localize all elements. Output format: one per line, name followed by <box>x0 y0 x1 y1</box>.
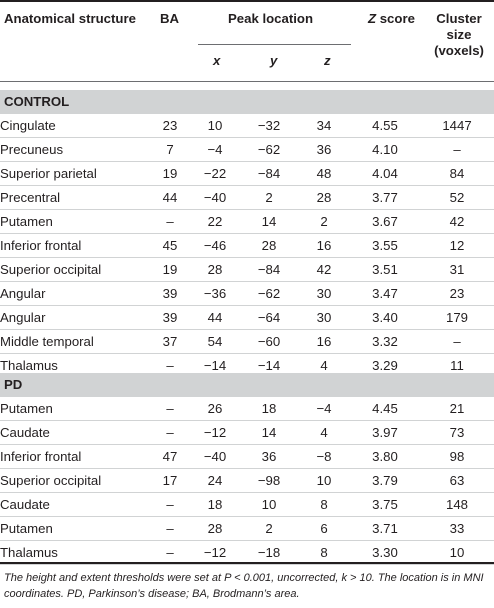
cell-structure: Thalamus <box>0 541 150 565</box>
table-row <box>0 258 494 282</box>
cell-z: 42 <box>298 258 350 282</box>
cell-y: 36 <box>240 445 298 469</box>
cell-ba: – <box>150 493 190 517</box>
table-row <box>0 541 494 565</box>
cell-y: 2 <box>240 517 298 541</box>
cell-zscore: 3.30 <box>350 541 420 565</box>
cell-y: −64 <box>240 306 298 330</box>
cell-structure: Cingulate <box>0 114 150 138</box>
cell-zscore: 3.40 <box>350 306 420 330</box>
cell-ba: – <box>150 421 190 445</box>
cell-cluster: 23 <box>420 282 494 306</box>
table-row <box>0 186 494 210</box>
top-rule <box>0 0 494 2</box>
cell-z: 48 <box>298 162 350 186</box>
table-row <box>0 282 494 306</box>
table-row <box>0 306 494 330</box>
cell-structure: Inferior frontal <box>0 445 150 469</box>
header-cluster-line1: Cluster <box>436 11 482 26</box>
table-row <box>0 469 494 493</box>
cell-zscore: 3.71 <box>350 517 420 541</box>
cell-cluster: 33 <box>420 517 494 541</box>
cell-x: 26 <box>190 397 240 421</box>
header-zscore <box>368 11 415 27</box>
cell-cluster: 63 <box>420 469 494 493</box>
cell-x: −4 <box>190 138 240 162</box>
cell-cluster: 98 <box>420 445 494 469</box>
cell-x: −12 <box>190 421 240 445</box>
table-row <box>0 138 494 162</box>
cell-ba: 45 <box>150 234 190 258</box>
header-zscore-letter: Z <box>368 11 377 26</box>
table-row <box>0 234 494 258</box>
table-row <box>0 114 494 138</box>
cell-cluster: 179 <box>420 306 494 330</box>
cell-zscore: 3.51 <box>350 258 420 282</box>
cell-zscore: 3.55 <box>350 234 420 258</box>
cell-z: 10 <box>298 469 350 493</box>
cell-z: 8 <box>298 541 350 565</box>
bottom-rule <box>0 562 494 564</box>
cell-structure: Thalamus <box>0 354 150 378</box>
cell-zscore: 4.10 <box>350 138 420 162</box>
cell-structure: Angular <box>0 282 150 306</box>
cell-ba: 47 <box>150 445 190 469</box>
cell-z: 16 <box>298 234 350 258</box>
cell-x: −14 <box>190 354 240 378</box>
cell-zscore: 3.29 <box>350 354 420 378</box>
cell-x: −36 <box>190 282 240 306</box>
cell-zscore: 3.97 <box>350 421 420 445</box>
cell-structure: Angular <box>0 306 150 330</box>
cell-structure: Putamen <box>0 210 150 234</box>
cell-structure: Superior occipital <box>0 469 150 493</box>
header-structure: Anatomical structure <box>4 11 136 26</box>
section-control <box>0 90 494 114</box>
cell-z: 4 <box>298 421 350 445</box>
cell-structure: Precentral <box>0 186 150 210</box>
cell-cluster: 11 <box>420 354 494 378</box>
cell-ba: 39 <box>150 282 190 306</box>
cell-zscore: 3.77 <box>350 186 420 210</box>
cell-x: 28 <box>190 258 240 282</box>
cell-structure: Putamen <box>0 517 150 541</box>
header-rule <box>0 81 494 82</box>
cell-zscore: 3.67 <box>350 210 420 234</box>
cell-structure: Superior occipital <box>0 258 150 282</box>
table-row <box>0 517 494 541</box>
cell-y: −84 <box>240 258 298 282</box>
cell-x: 10 <box>190 114 240 138</box>
section-pd-label: PD <box>4 377 23 392</box>
cell-structure: Middle temporal <box>0 330 150 354</box>
cell-ba: – <box>150 517 190 541</box>
cell-z: 16 <box>298 330 350 354</box>
cell-x: 24 <box>190 469 240 493</box>
cell-x: −40 <box>190 445 240 469</box>
table-row <box>0 210 494 234</box>
cell-cluster: – <box>420 138 494 162</box>
cell-cluster: 1447 <box>420 114 494 138</box>
cell-z: 30 <box>298 306 350 330</box>
table-row <box>0 445 494 469</box>
cell-y: 10 <box>240 493 298 517</box>
cell-x: 28 <box>190 517 240 541</box>
cell-structure: Caudate <box>0 493 150 517</box>
cell-z: 8 <box>298 493 350 517</box>
header-z: z <box>324 53 331 68</box>
cell-ba: – <box>150 210 190 234</box>
cell-zscore: 3.75 <box>350 493 420 517</box>
cell-cluster: 12 <box>420 234 494 258</box>
cell-ba: 39 <box>150 306 190 330</box>
cell-zscore: 3.79 <box>350 469 420 493</box>
cell-x: −40 <box>190 186 240 210</box>
cell-z: −4 <box>298 397 350 421</box>
header-peak-location: Peak location <box>228 11 314 26</box>
peak-location-underline <box>198 44 351 45</box>
cell-y: 2 <box>240 186 298 210</box>
header-cluster-line2: size <box>446 27 472 42</box>
cell-z: 4 <box>298 354 350 378</box>
header-y: y <box>270 53 278 68</box>
cell-y: −84 <box>240 162 298 186</box>
cell-ba: 19 <box>150 258 190 282</box>
cell-z: 28 <box>298 186 350 210</box>
table-row <box>0 493 494 517</box>
table-row <box>0 162 494 186</box>
cell-cluster: 42 <box>420 210 494 234</box>
pd-rows <box>0 397 494 565</box>
cell-zscore: 4.45 <box>350 397 420 421</box>
cell-y: 28 <box>240 234 298 258</box>
cell-structure: Caudate <box>0 421 150 445</box>
cell-ba: 19 <box>150 162 190 186</box>
cell-cluster: – <box>420 330 494 354</box>
cell-y: −98 <box>240 469 298 493</box>
cell-y: −60 <box>240 330 298 354</box>
cell-y: −62 <box>240 282 298 306</box>
table-row <box>0 330 494 354</box>
header-cluster-line3: (voxels) <box>434 43 484 58</box>
cell-z: −8 <box>298 445 350 469</box>
cell-z: 36 <box>298 138 350 162</box>
cell-y: 14 <box>240 421 298 445</box>
cell-cluster: 84 <box>420 162 494 186</box>
cell-ba: – <box>150 541 190 565</box>
header-ba: BA <box>160 11 180 26</box>
cell-cluster: 73 <box>420 421 494 445</box>
cell-cluster: 52 <box>420 186 494 210</box>
cell-zscore: 3.47 <box>350 282 420 306</box>
cell-structure: Precuneus <box>0 138 150 162</box>
cell-x: 44 <box>190 306 240 330</box>
section-pd <box>0 373 494 397</box>
cell-structure: Superior parietal <box>0 162 150 186</box>
cell-ba: 23 <box>150 114 190 138</box>
cell-ba: – <box>150 397 190 421</box>
cell-ba: – <box>150 354 190 378</box>
cell-x: 22 <box>190 210 240 234</box>
cell-x: 18 <box>190 493 240 517</box>
cell-x: −12 <box>190 541 240 565</box>
table-row <box>0 397 494 421</box>
cell-zscore: 3.32 <box>350 330 420 354</box>
cell-y: −62 <box>240 138 298 162</box>
cell-y: 14 <box>240 210 298 234</box>
cell-y: −32 <box>240 114 298 138</box>
cell-z: 30 <box>298 282 350 306</box>
control-rows <box>0 114 494 378</box>
header-cluster-size <box>424 11 494 59</box>
cell-cluster: 21 <box>420 397 494 421</box>
header-zscore-rest: score <box>376 11 415 26</box>
cell-x: 54 <box>190 330 240 354</box>
cell-x: −22 <box>190 162 240 186</box>
cell-ba: 44 <box>150 186 190 210</box>
cell-y: −18 <box>240 541 298 565</box>
cell-ba: 7 <box>150 138 190 162</box>
cell-zscore: 4.55 <box>350 114 420 138</box>
cell-structure: Putamen <box>0 397 150 421</box>
section-control-label: CONTROL <box>4 94 70 109</box>
cell-z: 34 <box>298 114 350 138</box>
footnote: The height and extent thresholds were set at P < 0.001, uncorrected, k > 10. The location is in MNI coordinates. PD, Parkinson’s disease; BA, Brodmann’s area. <box>4 572 484 600</box>
cell-zscore: 4.04 <box>350 162 420 186</box>
cell-ba: 17 <box>150 469 190 493</box>
table-row <box>0 421 494 445</box>
cell-cluster: 148 <box>420 493 494 517</box>
cell-ba: 37 <box>150 330 190 354</box>
cell-cluster: 31 <box>420 258 494 282</box>
cell-cluster: 10 <box>420 541 494 565</box>
cell-z: 6 <box>298 517 350 541</box>
cell-x: −46 <box>190 234 240 258</box>
cell-y: −14 <box>240 354 298 378</box>
cell-structure: Inferior frontal <box>0 234 150 258</box>
cell-z: 2 <box>298 210 350 234</box>
cell-y: 18 <box>240 397 298 421</box>
header-x: x <box>213 53 221 68</box>
cell-zscore: 3.80 <box>350 445 420 469</box>
